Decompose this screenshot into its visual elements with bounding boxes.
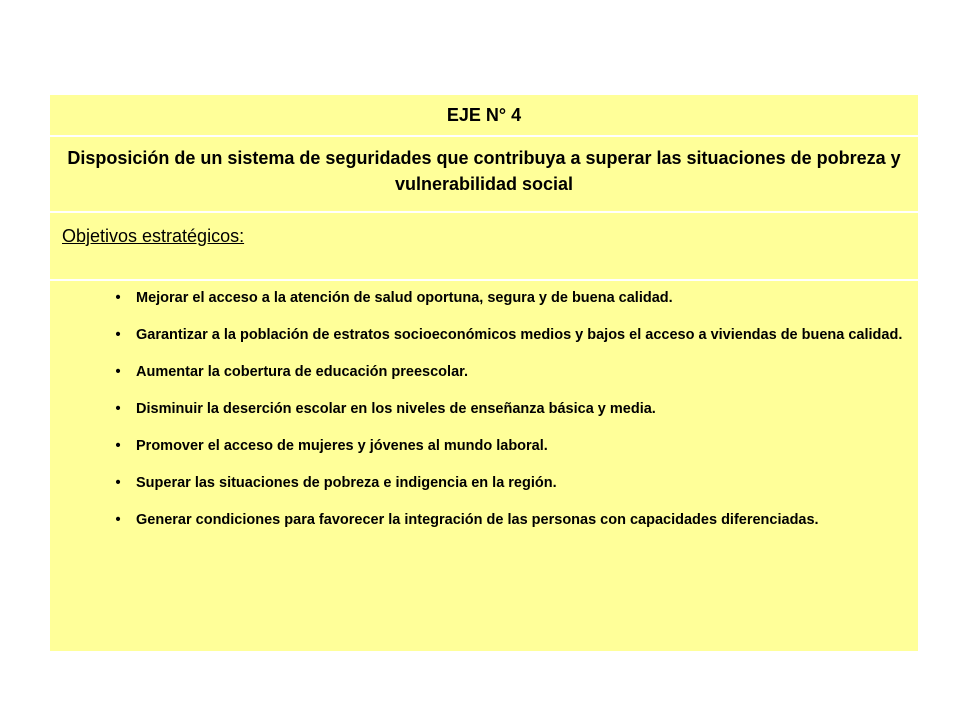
- objectives-heading: Objetivos estratégicos:: [62, 226, 245, 246]
- objective-text: Superar las situaciones de pobreza e indigencia en la región.: [136, 475, 557, 491]
- objective-text: Garantizar a la población de estratos socioeconómicos medios y bajos el acceso a viviendas de buena calidad.: [136, 327, 903, 343]
- objective-text: Generar condiciones para favorecer la integración de las personas con capacidades diferenciadas.: [136, 512, 819, 528]
- bullet-icon: •: [115, 512, 121, 528]
- title-row: [50, 95, 918, 135]
- list-item: [108, 326, 908, 344]
- objective-text: Aumentar la cobertura de educación preescolar.: [136, 364, 469, 380]
- axis-title: EJE N° 4: [446, 105, 522, 125]
- list-item: [108, 437, 908, 455]
- list-item: [108, 400, 908, 418]
- objectives-row: [50, 281, 918, 651]
- objective-text: Disminuir la deserción escolar en los niveles de enseñanza básica y media.: [136, 401, 656, 417]
- axis-table: [50, 95, 918, 651]
- objectives-list: [108, 289, 908, 548]
- subtitle-row: [50, 137, 918, 211]
- list-item: [108, 363, 908, 381]
- objective-text: Mejorar el acceso a la atención de salud oportuna, segura y de buena calidad.: [136, 290, 673, 306]
- objectives-heading-row: [50, 213, 918, 279]
- list-item: [108, 289, 908, 307]
- bullet-icon: •: [115, 364, 121, 380]
- bullet-icon: •: [115, 475, 121, 491]
- list-item: [108, 511, 908, 529]
- list-item: [108, 474, 908, 492]
- bullet-icon: •: [115, 327, 121, 343]
- bullet-icon: •: [115, 438, 121, 454]
- bullet-icon: •: [115, 401, 121, 417]
- objective-text: Promover el acceso de mujeres y jóvenes al mundo laboral.: [136, 438, 548, 454]
- bullet-icon: •: [115, 290, 121, 306]
- axis-subtitle: Disposición de un sistema de seguridades que contribuya a superar las situaciones de pobreza y vulnerabilidad social: [67, 148, 901, 194]
